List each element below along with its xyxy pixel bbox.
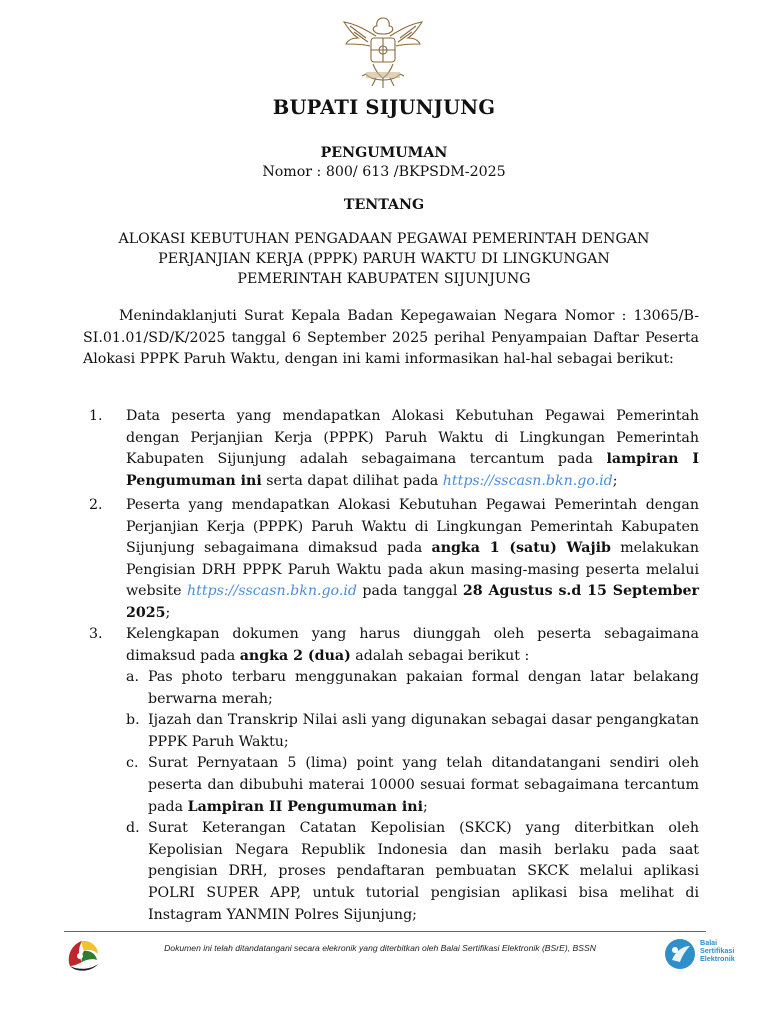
sub-item-text: Pas photo terbaru menggunakan pakaian formal dengan latar belakang berwarna merah; — [148, 669, 699, 707]
sub-item-list — [126, 667, 699, 926]
bsre-line: Sertifikasi — [700, 946, 735, 955]
item-list — [83, 406, 699, 492]
intro-paragraph — [83, 306, 699, 371]
intro-text: Menindaklanjuti Surat Kepala Badan Kepegawaian Negara Nomor : 13065/B-SI.01.01/SD/K/2025 tanggal 6 September 2025 perihal Penyampaian Daftar Peserta Alokasi PPPK Paruh Waktu, dengan ini kami informasikan hal-hal sebagai berikut: — [83, 308, 699, 368]
sub-item-label: d. — [126, 820, 140, 837]
footer-divider — [64, 931, 706, 932]
document-number: Nomor : 800/ 613 /BKPSDM-2025 — [262, 164, 506, 180]
sub-item-text: Surat Keterangan Catatan Kepolisian (SKCK) yang diterbitkan oleh Kepolisian Negara Republik Indonesia dan masih berlaku pada saat pengisian DRH, proses pendaftaran pembuatan SKCK melalui aplikasi POLRI SUPER APP, untuk tutorial pengisian aplikasi bisa melihat di Instagram YANMIN Polres Sijunjung; — [148, 820, 699, 923]
item-bold-text: angka 2 (dua) — [239, 647, 351, 664]
sscasn-link[interactable]: https://sscasn.bkn.go.id — [187, 583, 357, 600]
sscasn-link[interactable]: https://sscasn.bkn.go.id — [442, 472, 613, 489]
item-list — [83, 495, 699, 625]
item-bold-text: 28 Agustus s.d 15 September 2025 — [126, 583, 699, 621]
item-text: ; — [612, 472, 618, 489]
item-text: ; — [165, 604, 171, 621]
bsre-line: Elektronik — [700, 954, 735, 963]
item-number: 3. — [89, 626, 103, 642]
item-text: serta dapat dilihat pada — [261, 472, 443, 489]
subject-line: PEMERINTAH KABUPATEN SIJUNJUNG — [237, 271, 531, 287]
item-bold-text: angka 1 (satu) Wajib — [431, 540, 611, 557]
item-text: Peserta yang mendapatkan Alokasi Kebutuhan Pegawai Pemerintah dengan Perjanjian Kerja (PPPK) Paruh Waktu di Lingkungan Pemerintah Kabupaten Sijunjung sebagaimana dimaksud pada — [126, 497, 699, 557]
item-text: Kelengkapan dokumen yang harus diunggah oleh peserta sebagaimana dimaksud pada — [126, 626, 699, 664]
document-type: PENGUMUMAN — [320, 145, 448, 161]
bsre-logo — [664, 938, 744, 970]
item-bold-text: lampiran I Pengumuman ini — [126, 451, 699, 489]
list-item — [83, 624, 699, 667]
list-item — [83, 406, 699, 492]
sub-item-text: ; — [422, 798, 428, 815]
bsre-icon — [664, 938, 696, 970]
regional-logo-icon — [64, 936, 104, 974]
subject-line: ALOKASI KEBUTUHAN PENGADAAN PEGAWAI PEMERINTAH DENGAN — [118, 231, 650, 247]
sub-item-label: a. — [126, 669, 139, 685]
subject-line: PERJANJIAN KERJA (PPPK) PARUH WAKTU DI LINGKUNGAN — [158, 251, 610, 267]
list-item — [83, 495, 699, 625]
about-heading: TENTANG — [343, 197, 425, 213]
bsre-line: Balai — [700, 938, 718, 947]
sub-list-item — [126, 818, 699, 926]
sub-item-label: c. — [126, 755, 139, 772]
sub-list-item — [126, 667, 699, 710]
item-text: Data peserta yang mendapatkan Alokasi Kebutuhan Pegawai Pemerintah dengan Perjanjian Kerja (PPPK) Paruh Waktu di Lingkungan Pemerintah Kabupaten Sijunjung adalah sebagaimana tercantum pada — [126, 408, 699, 468]
sub-list-item — [126, 753, 699, 818]
item-text: pada tanggal — [356, 583, 463, 600]
bsre-label — [700, 939, 735, 963]
footer-note: Dokumen ini telah ditandatangani secara elekronik yang diterbitkan oleh Balai Sertifikasi Elektronik (BSrE), BSSN — [164, 943, 596, 953]
page-title: BUPATI SIJUNJUNG — [272, 96, 496, 119]
item-number: 1. — [89, 408, 103, 424]
sub-item-text: Ijazah dan Transkrip Nilai asli yang digunakan sebagai dasar pengangkatan PPPK Paruh Waktu; — [148, 712, 699, 750]
item-list — [83, 624, 699, 667]
item-number: 2. — [89, 497, 103, 513]
sub-item-text: Surat Pernyataan 5 (lima) point yang telah ditandatangani sendiri oleh peserta dan dibubuhi materai 10000 sesuai format sebagaimana tercantum pada — [148, 755, 699, 815]
sub-item-bold-text: Lampiran II Pengumuman ini — [187, 798, 423, 815]
item-text: melakukan Pengisian DRH PPPK Paruh Waktu pada akun masing-masing peserta melalui website — [126, 540, 699, 600]
item-text: adalah sebagai berikut : — [350, 647, 530, 664]
sub-item-label: b. — [126, 712, 140, 729]
sub-list-item — [126, 710, 699, 753]
garuda-emblem-icon — [336, 12, 430, 92]
